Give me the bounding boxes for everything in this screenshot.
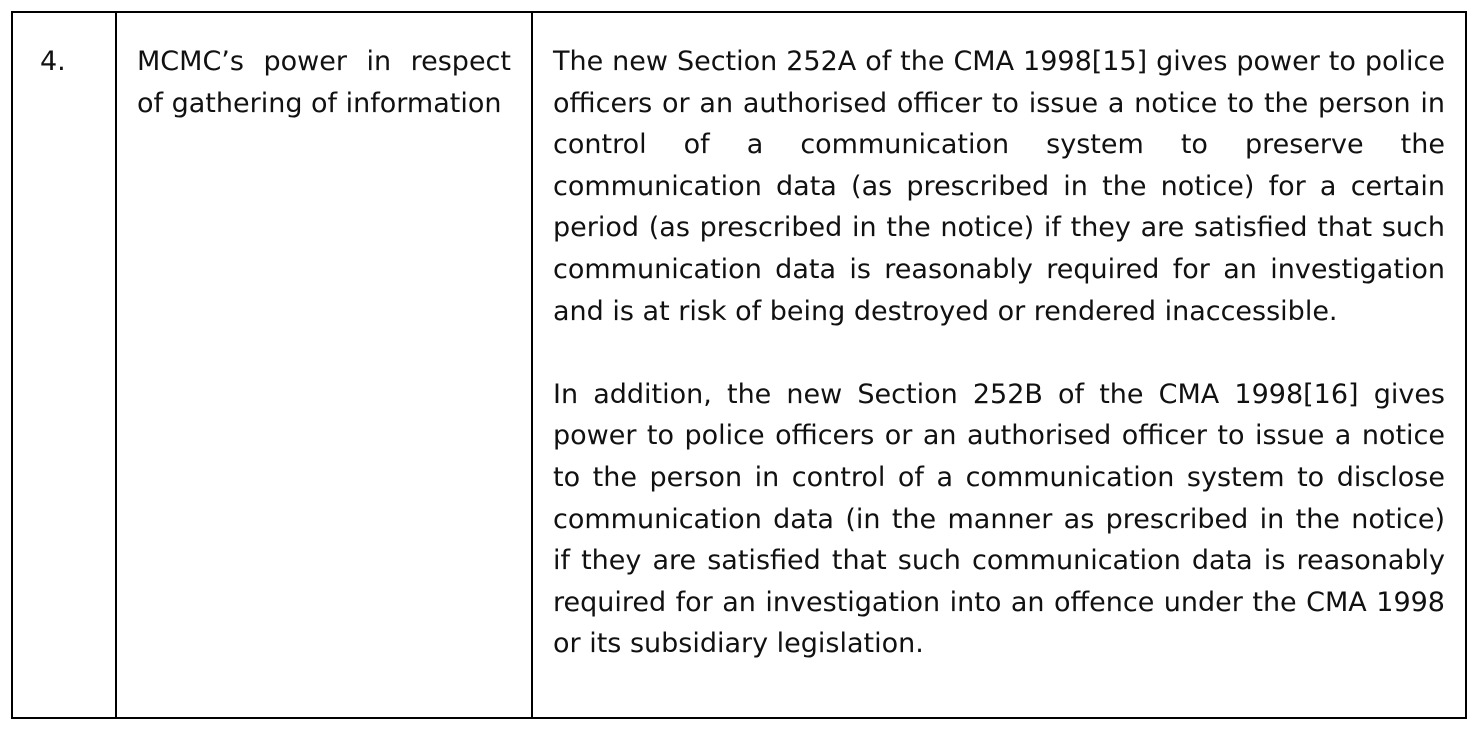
- table-row: [12, 12, 1466, 718]
- description-paragraph-2: In addition, the new Section 252B of the CMA 1998[16] gives power to police officers or an authorised officer to issue a notice to the person in control of a communication system to disclose communication data (in the manner as prescribed in the notice) if they are satisfied that such communication data is reasonably required for an investigation into an offence under the CMA 1998 or its subsidiary legislation.: [553, 378, 1445, 660]
- row-number: 4.: [40, 46, 66, 77]
- description-paragraph-1: The new Section 252A of the CMA 1998[15] gives power to police officers or an authorised officer to issue a notice to the person in control of a communication system to preserve the communication data (as prescribed in the notice) for a certain period (as prescribed in the notice) if they are satisfied that such communication data is reasonably required for an investigation and is at risk of being destroyed or rendered inaccessible.: [553, 46, 1445, 327]
- document-table: [11, 11, 1467, 719]
- topic-text: MCMC’s power in respect of gathering of information: [137, 46, 511, 119]
- row-number-cell: [12, 12, 116, 718]
- description-cell: [532, 12, 1466, 718]
- topic-cell: [116, 12, 532, 718]
